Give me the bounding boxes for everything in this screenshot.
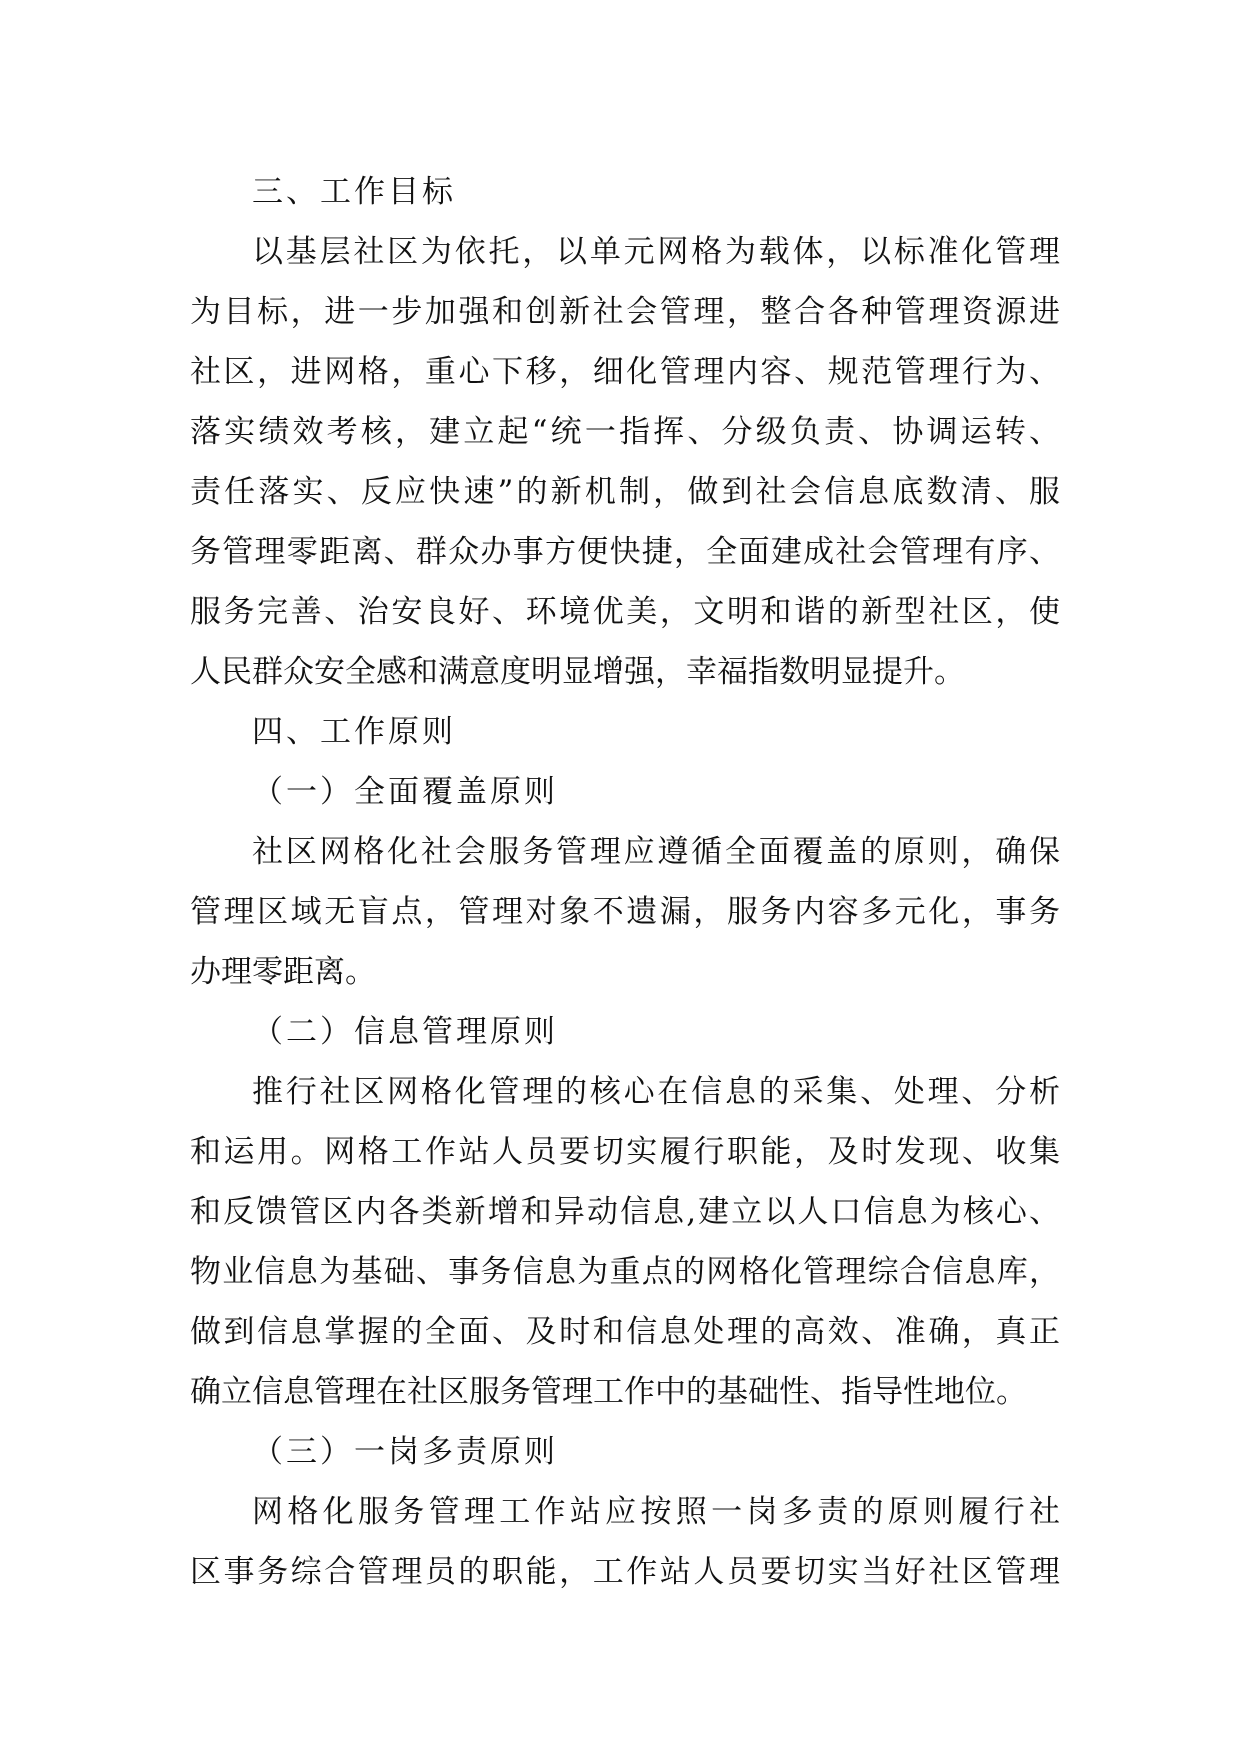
text-line: 和运用。网格工作站人员要切实履行职能，及时发现、收集 [190, 1134, 1060, 1170]
section-heading-work-principles: 四、工作原则 [252, 714, 456, 750]
document-body [190, 162, 1060, 1602]
text-line: 务管理零距离、群众办事方便快捷，全面建成社会管理有序、 [190, 534, 1060, 570]
paragraph-work-goals [190, 222, 1060, 702]
paragraph-full-coverage [190, 822, 1060, 1002]
section-heading-work-goals: 三、工作目标 [252, 174, 456, 210]
text-line: 物业信息为基础、事务信息为重点的网格化管理综合信息库， [190, 1254, 1060, 1290]
text-line: 网格化服务管理工作站应按照一岗多责的原则履行社 [252, 1494, 1060, 1530]
text-line: 和反馈管区内各类新增和异动信息,建立以人口信息为核心、 [190, 1194, 1060, 1230]
text-line: 确立信息管理在社区服务管理工作中的基础性、指导性地位。 [190, 1374, 1027, 1410]
text-line: 办理零距离。 [190, 954, 376, 990]
text-line: 社区，进网格，重心下移，细化管理内容、规范管理行为、 [190, 354, 1060, 390]
text-line: 责任落实、反应快速”的新机制，做到社会信息底数清、服 [190, 474, 1060, 510]
text-line: 落实绩效考核，建立起“统一指挥、分级负责、协调运转、 [190, 414, 1060, 450]
text-line: 区事务综合管理员的职能，工作站人员要切实当好社区管理 [190, 1554, 1060, 1590]
subheading-information-management: （二）信息管理原则 [252, 1014, 558, 1050]
subheading-one-post-multiple-duties: （三）一岗多责原则 [252, 1434, 558, 1470]
text-line: 社区网格化社会服务管理应遵循全面覆盖的原则，确保 [252, 834, 1060, 870]
text-line: 推行社区网格化管理的核心在信息的采集、处理、分析 [252, 1074, 1060, 1110]
paragraph-one-post-multiple-duties [190, 1482, 1060, 1602]
text-line: 为目标，进一步加强和创新社会管理，整合各种管理资源进 [190, 294, 1060, 330]
paragraph-information-management [190, 1062, 1060, 1422]
text-line: 管理区域无盲点，管理对象不遗漏，服务内容多元化，事务 [190, 894, 1060, 930]
text-line: 做到信息掌握的全面、及时和信息处理的高效、准确，真正 [190, 1314, 1060, 1350]
subheading-full-coverage: （一）全面覆盖原则 [252, 774, 558, 810]
text-line: 服务完善、治安良好、环境优美，文明和谐的新型社区，使 [190, 594, 1060, 630]
text-line: 人民群众安全感和满意度明显增强，幸福指数明显提升。 [190, 654, 965, 690]
text-line: 以基层社区为依托，以单元网格为载体，以标准化管理 [252, 234, 1060, 270]
